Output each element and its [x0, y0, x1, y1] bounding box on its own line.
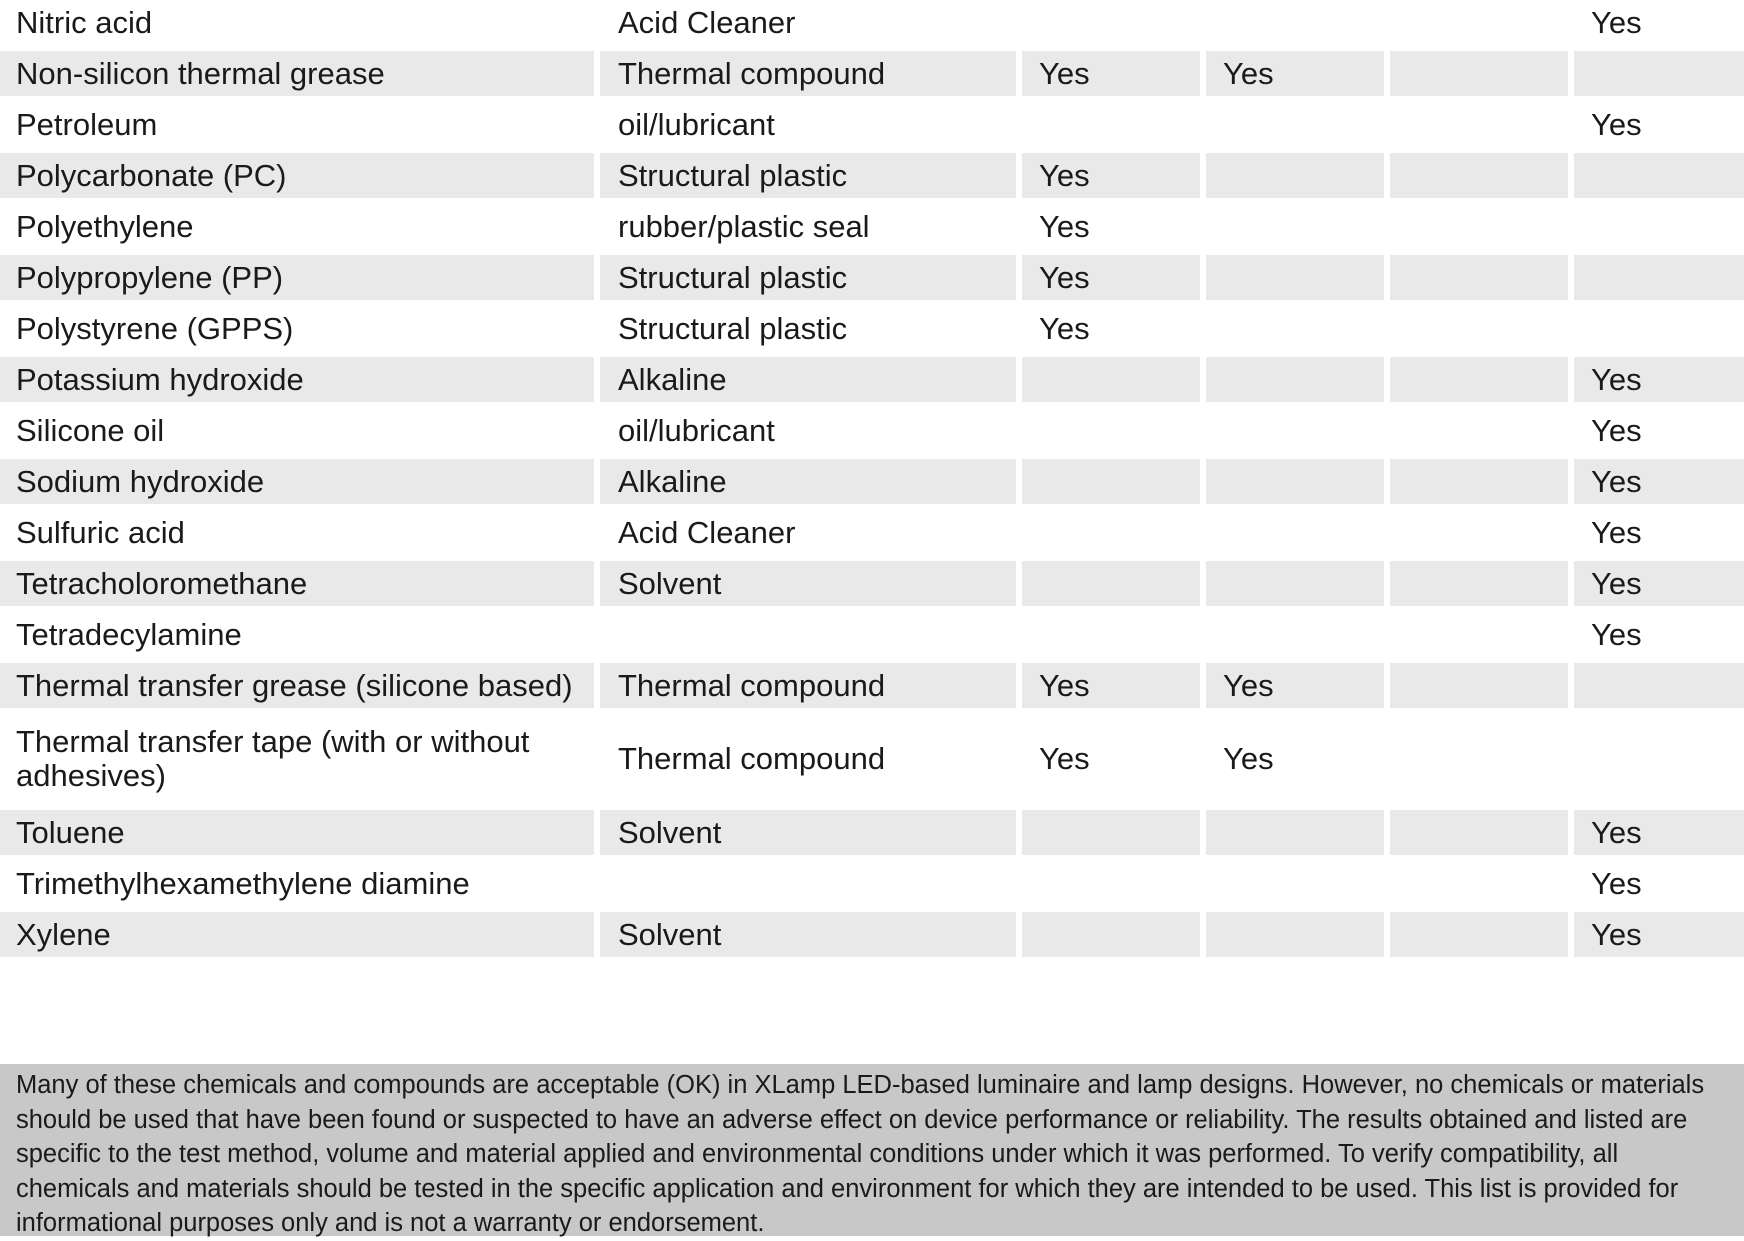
table-row: [0, 102, 1744, 153]
chemical-name-cell: Polystyrene (GPPS): [0, 306, 600, 357]
table-row: [0, 510, 1744, 561]
compat-cell-1: [1022, 510, 1206, 561]
chemical-type-cell: rubber/plastic seal: [600, 204, 1022, 255]
compat-cell-1: [1022, 102, 1206, 153]
compat-cell-3: [1390, 912, 1574, 963]
table-row: [0, 306, 1744, 357]
compat-cell-4: Yes: [1574, 810, 1744, 861]
table-row: [0, 663, 1744, 714]
chemical-name-cell: Silicone oil: [0, 408, 600, 459]
chemical-type-cell: Thermal compound: [600, 663, 1022, 714]
compat-cell-3: [1390, 255, 1574, 306]
chemical-type-cell: Thermal compound: [600, 51, 1022, 102]
compat-cell-3: [1390, 714, 1574, 810]
compat-cell-2: [1206, 810, 1390, 861]
compat-cell-4: [1574, 255, 1744, 306]
compat-cell-4: [1574, 663, 1744, 714]
compat-cell-2: [1206, 612, 1390, 663]
compat-cell-1: [1022, 357, 1206, 408]
compat-cell-1: [1022, 912, 1206, 963]
table-row: [0, 861, 1744, 912]
compat-cell-1: Yes: [1022, 204, 1206, 255]
chemical-name-cell: Sodium hydroxide: [0, 459, 600, 510]
compat-cell-4: [1574, 153, 1744, 204]
chemical-type-cell: Solvent: [600, 810, 1022, 861]
chemical-name-cell: Polypropylene (PP): [0, 255, 600, 306]
chemical-type-cell: Solvent: [600, 912, 1022, 963]
compat-cell-3: [1390, 561, 1574, 612]
compat-cell-3: [1390, 861, 1574, 912]
compat-cell-4: Yes: [1574, 561, 1744, 612]
table-row: [0, 714, 1744, 810]
compat-cell-1: [1022, 408, 1206, 459]
chemical-type-cell: Solvent: [600, 561, 1022, 612]
table-row: [0, 459, 1744, 510]
compat-cell-1: [1022, 459, 1206, 510]
chemical-type-cell: Structural plastic: [600, 306, 1022, 357]
compat-cell-2: Yes: [1206, 663, 1390, 714]
compat-cell-1: [1022, 810, 1206, 861]
table-row: [0, 357, 1744, 408]
chemical-type-cell: Acid Cleaner: [600, 0, 1022, 51]
chemical-type-cell: Alkaline: [600, 459, 1022, 510]
compat-cell-2: [1206, 204, 1390, 255]
chemical-type-cell: Thermal compound: [600, 714, 1022, 810]
compat-cell-2: [1206, 408, 1390, 459]
compat-cell-1: [1022, 612, 1206, 663]
chemical-type-cell: oil/lubricant: [600, 408, 1022, 459]
chemical-name-cell: Polycarbonate (PC): [0, 153, 600, 204]
compat-cell-3: [1390, 306, 1574, 357]
compat-cell-3: [1390, 51, 1574, 102]
compat-cell-4: [1574, 714, 1744, 810]
chemical-type-cell: Acid Cleaner: [600, 510, 1022, 561]
compat-cell-2: [1206, 306, 1390, 357]
compat-cell-1: Yes: [1022, 255, 1206, 306]
compat-cell-2: Yes: [1206, 714, 1390, 810]
compat-cell-2: [1206, 153, 1390, 204]
compat-cell-4: [1574, 51, 1744, 102]
compat-cell-3: [1390, 510, 1574, 561]
compat-cell-3: [1390, 0, 1574, 51]
table-row: [0, 912, 1744, 963]
compat-cell-4: Yes: [1574, 408, 1744, 459]
compat-cell-2: [1206, 912, 1390, 963]
compat-cell-3: [1390, 459, 1574, 510]
compat-cell-4: Yes: [1574, 102, 1744, 153]
table-row: [0, 561, 1744, 612]
chemical-name-cell: Polyethylene: [0, 204, 600, 255]
compat-cell-2: [1206, 510, 1390, 561]
compat-cell-2: Yes: [1206, 51, 1390, 102]
chemical-name-cell: Thermal transfer tape (with or without adhesives): [0, 714, 600, 810]
compat-cell-2: [1206, 561, 1390, 612]
compat-cell-3: [1390, 612, 1574, 663]
table-row: [0, 51, 1744, 102]
chemical-type-cell: oil/lubricant: [600, 102, 1022, 153]
table-row: [0, 153, 1744, 204]
compat-cell-4: Yes: [1574, 861, 1744, 912]
chemical-name-cell: Thermal transfer grease (silicone based): [0, 663, 600, 714]
compat-cell-2: [1206, 0, 1390, 51]
compat-cell-3: [1390, 663, 1574, 714]
compat-cell-4: Yes: [1574, 459, 1744, 510]
compat-cell-4: Yes: [1574, 612, 1744, 663]
table-row: [0, 810, 1744, 861]
compat-cell-1: Yes: [1022, 663, 1206, 714]
compat-cell-2: [1206, 459, 1390, 510]
chemical-type-cell: Structural plastic: [600, 255, 1022, 306]
compat-cell-1: [1022, 861, 1206, 912]
chemical-type-cell: [600, 861, 1022, 912]
compat-cell-3: [1390, 102, 1574, 153]
compat-cell-3: [1390, 810, 1574, 861]
chemical-type-cell: Structural plastic: [600, 153, 1022, 204]
chemical-name-cell: Tetradecylamine: [0, 612, 600, 663]
compat-cell-1: [1022, 561, 1206, 612]
compat-cell-4: Yes: [1574, 357, 1744, 408]
chemical-type-cell: Alkaline: [600, 357, 1022, 408]
chemical-name-cell: Xylene: [0, 912, 600, 963]
compat-cell-2: [1206, 102, 1390, 153]
compat-cell-1: Yes: [1022, 714, 1206, 810]
compat-cell-2: [1206, 861, 1390, 912]
chemical-name-cell: Toluene: [0, 810, 600, 861]
compat-cell-4: Yes: [1574, 0, 1744, 51]
compat-cell-3: [1390, 204, 1574, 255]
chemical-type-cell: [600, 612, 1022, 663]
compat-cell-2: [1206, 255, 1390, 306]
table-row: [0, 204, 1744, 255]
compat-cell-4: Yes: [1574, 912, 1744, 963]
table-row: [0, 612, 1744, 663]
chemical-name-cell: Sulfuric acid: [0, 510, 600, 561]
chemical-name-cell: Trimethylhexamethylene diamine: [0, 861, 600, 912]
compat-cell-3: [1390, 408, 1574, 459]
compat-cell-1: [1022, 0, 1206, 51]
compat-cell-4: Yes: [1574, 510, 1744, 561]
compat-cell-1: Yes: [1022, 51, 1206, 102]
compat-cell-3: [1390, 357, 1574, 408]
chemical-name-cell: Petroleum: [0, 102, 600, 153]
chemical-name-cell: Non-silicon thermal grease: [0, 51, 600, 102]
compat-cell-1: Yes: [1022, 153, 1206, 204]
chemical-name-cell: Potassium hydroxide: [0, 357, 600, 408]
compat-cell-2: [1206, 357, 1390, 408]
chemical-name-cell: Tetracholoromethane: [0, 561, 600, 612]
footnote-disclaimer: Many of these chemicals and compounds are acceptable (OK) in XLamp LED-based luminaire and lamp designs. However, no chemicals or materials should be used that have been found or suspected to have an adverse effect on device performance or reliability. The results obtained and listed are specific to the test method, volume and material applied and environmental conditions under which it was performed. To verify compatibility, all chemicals and materials should be tested in the specific application and environment for which they are intended to be used. This list is provided for informational purposes only and is not a warranty or endorsement.: [0, 1064, 1744, 1236]
compat-cell-1: Yes: [1022, 306, 1206, 357]
table-row: [0, 255, 1744, 306]
chemical-name-cell: Nitric acid: [0, 0, 600, 51]
compat-cell-4: [1574, 306, 1744, 357]
compat-cell-3: [1390, 153, 1574, 204]
table-row: [0, 0, 1744, 51]
compat-cell-4: [1574, 204, 1744, 255]
table-row: [0, 408, 1744, 459]
